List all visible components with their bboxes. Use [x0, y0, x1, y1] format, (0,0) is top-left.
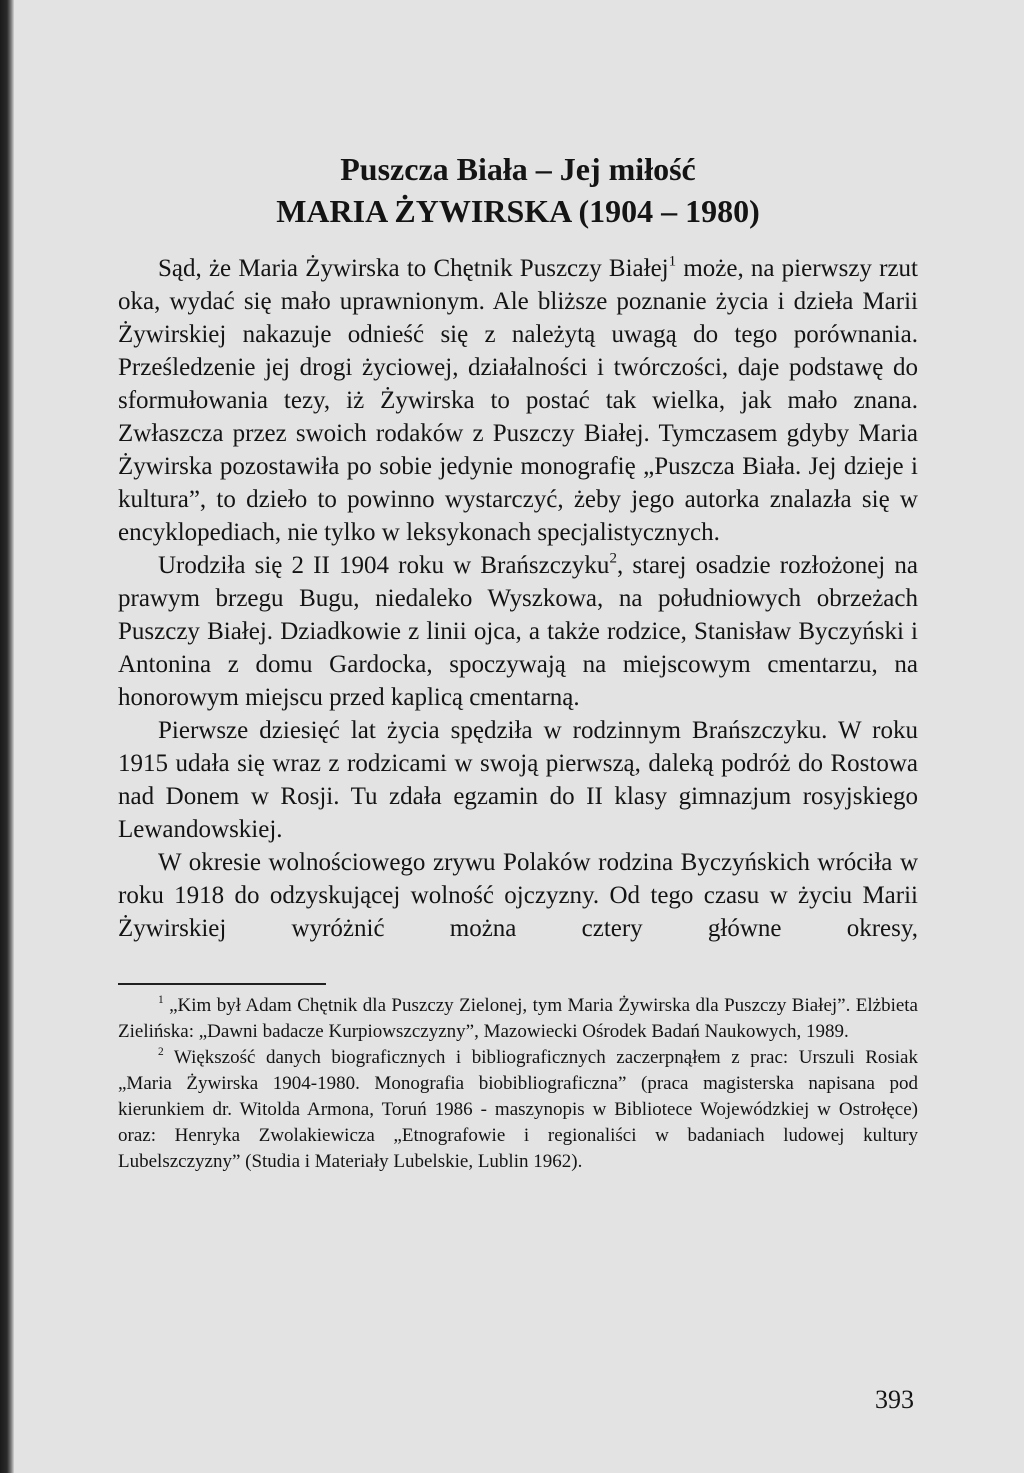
- paragraph-4: W okresie wolnościowego zrywu Polaków rodzina Byczyńskich wróciła w roku 1918 do odzyskującej wolność ojczyzny. Od tego czasu w życiu Marii Żywirskiej wyróżnić można cztery główne okresy,: [118, 849, 918, 942]
- paragraph-1-text-start: Sąd, że Maria Żywirska to Chętnik Puszczy Białej: [158, 255, 669, 282]
- footnotes: [118, 993, 918, 1175]
- footnote-2-number: 2: [158, 1046, 164, 1059]
- footnote-2-text: Większość danych biograficznych i bibliograficznych zaczerpnąłem z prac: Urszuli Rosiak „Maria Żywirska 1904-1980. Monografia biobibliograficzna” (praca magisterska napisana pod kierunkiem dr. Witolda Armona, Toruń 1986 - maszynopis w Bibliotece Wojewódzkiej w Ostrołęce) oraz: Henryka Zwolakiewicza „Etnografowie i regionaliści w badaniach ludowej kultury Lubelszczyzny” (Studia i Materiały Lubelskie, Lublin 1962).: [118, 1047, 918, 1172]
- paragraph-1-text-end: może, na pierwszy rzut oka, wydać się mało uprawnionym. Ale bliższe poznanie życia i dzieła Marii Żywirskiej nakazuje odnieść się z należytą uwagą do tego porównania. Prześledzenie jej drogi życiowej, działalności i twórczości, daje podstawę do sformułowania tezy, iż Żywirska to postać tak wielka, jak mało znana. Zwłaszcza przez swoich rodaków z Puszczy Białej. Tymczasem gdyby Maria Żywirska pozostawiła po sobie jedynie monografię „Puszcza Biała. Jej dzieje i kultura”, to dzieło to powinno wystarczyć, żeby jego autorka znalazła się w encyklopediach, nie tylko w leksykonach specjalistycznych.: [118, 255, 918, 546]
- paragraph-2-text-end: , starej osadzie rozłożonej na prawym brzegu Bugu, niedaleko Wyszkowa, na południowych obrzeżach Puszczy Białej. Dziadkowie z linii ojca, a także rodzice, Stanisław Byczyński i Antonina z domu Gardocka, spoczywają na miejscowym cmentarzu, na honorowym miejscu przed kaplicą cmentarną.: [118, 552, 918, 711]
- paragraph-2-text-start: Urodziła się 2 II 1904 roku w Brańszczyku: [158, 552, 610, 579]
- footnote-1: [118, 993, 918, 1045]
- book-spine-shadow: [0, 0, 14, 1473]
- page-number: 393: [875, 1385, 914, 1414]
- paragraph-2: [118, 549, 918, 714]
- footnote-1-text: „Kim był Adam Chętnik dla Puszczy Zielonej, tym Maria Żywirska dla Puszczy Białej”. Elżbieta Zielińska: „Dawni badacze Kurpiowszczyzny”, Mazowiecki Ośrodek Badań Naukowych, 1989.: [118, 995, 918, 1042]
- footnote-ref-1: 1: [668, 253, 677, 270]
- paragraph-3: Pierwsze dziesięć lat życia spędziła w rodzinnym Brańszczyku. W roku 1915 udała się wraz z rodzicami w swoją pierwszą, daleką podróż do Rostowa nad Donem w Rosji. Tu zdała egzamin do II klasy gimnazjum rosyjskiego Lewandowskiej.: [118, 717, 918, 843]
- page-text-block: [118, 148, 918, 1175]
- paragraph-1: [118, 252, 918, 549]
- chapter-title: Puszcza Biała – Jej miłość: [340, 151, 696, 187]
- footnote-ref-2: 2: [609, 550, 617, 567]
- footnote-divider: [118, 983, 326, 985]
- body-text: [118, 252, 918, 945]
- book-page: [14, 0, 1024, 1473]
- chapter-subtitle: MARIA ŻYWIRSKA (1904 – 1980): [276, 193, 760, 229]
- chapter-heading: [118, 148, 918, 232]
- footnote-2: [118, 1045, 918, 1175]
- footnote-1-number: 1: [158, 994, 164, 1007]
